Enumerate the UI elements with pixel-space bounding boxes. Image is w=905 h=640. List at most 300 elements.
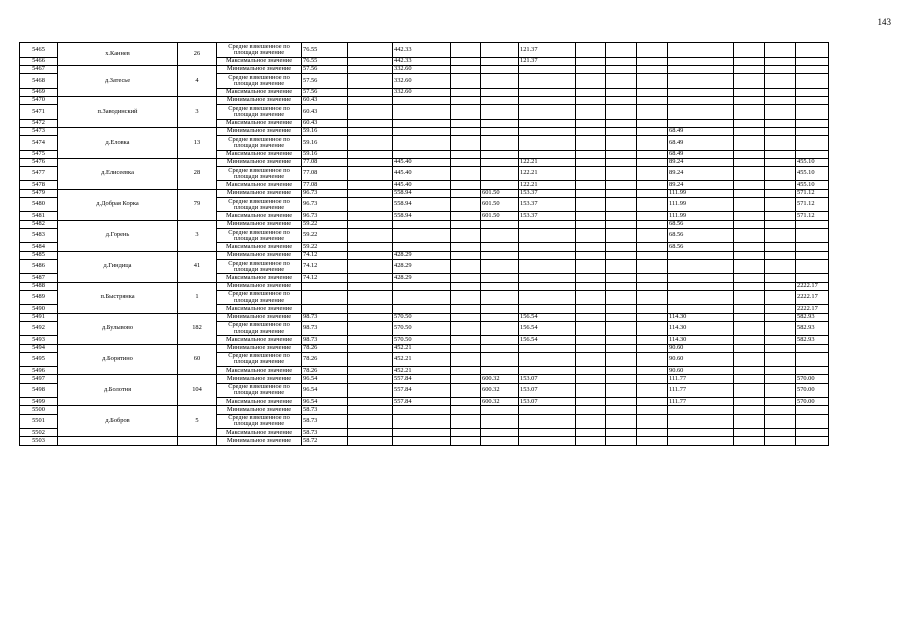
value-cell (765, 375, 796, 383)
value-cell (481, 321, 519, 336)
value-cell (451, 321, 481, 336)
value-cell: 557.84 (393, 398, 451, 406)
value-cell: 156.54 (519, 336, 576, 344)
value-cell: 582.93 (796, 313, 829, 321)
value-cell: 90.60 (668, 367, 734, 375)
value-cell (637, 243, 668, 251)
value-cell: 428.29 (393, 259, 451, 274)
value-cell (637, 313, 668, 321)
value-cell (519, 259, 576, 274)
value-cell (796, 352, 829, 367)
value-cell (519, 344, 576, 352)
value-cell (576, 166, 606, 181)
value-cell: 557.84 (393, 375, 451, 383)
value-cell (765, 166, 796, 181)
settlement-cell: х.Каннев (58, 43, 178, 66)
value-type-cell: Средне взвешенное по площади значение (217, 104, 302, 119)
value-cell (765, 127, 796, 135)
value-cell (481, 65, 519, 73)
row-number-cell: 5483 (20, 228, 58, 243)
value-type-cell: Средне взвешенное по площади значение (217, 135, 302, 150)
row-number-cell: 5470 (20, 96, 58, 104)
value-cell (668, 437, 734, 445)
value-cell (734, 398, 765, 406)
value-cell (765, 228, 796, 243)
value-cell: 570.00 (796, 375, 829, 383)
row-number-cell: 5466 (20, 57, 58, 65)
value-cell (734, 73, 765, 88)
value-cell (348, 65, 393, 73)
value-type-cell: Средне взвешенное по площади значение (217, 321, 302, 336)
value-cell (348, 383, 393, 398)
value-cell (606, 305, 637, 313)
value-cell (637, 282, 668, 290)
value-cell (765, 290, 796, 305)
value-cell (606, 57, 637, 65)
value-cell (451, 336, 481, 344)
row-number-cell: 5474 (20, 135, 58, 150)
value-cell (606, 43, 637, 58)
value-cell (606, 321, 637, 336)
value-cell (606, 220, 637, 228)
value-cell (765, 305, 796, 313)
value-cell (765, 65, 796, 73)
value-cell (519, 88, 576, 96)
row-number-cell: 5486 (20, 259, 58, 274)
row-number-cell: 5501 (20, 414, 58, 429)
value-cell (348, 228, 393, 243)
value-type-cell: Минимальное значение (217, 127, 302, 135)
value-cell: 78.26 (302, 352, 348, 367)
value-cell (637, 73, 668, 88)
value-cell (606, 88, 637, 96)
value-cell (765, 437, 796, 445)
value-cell (348, 88, 393, 96)
value-cell (481, 313, 519, 321)
value-cell (481, 336, 519, 344)
value-cell (796, 251, 829, 259)
value-cell (576, 158, 606, 166)
value-cell (734, 228, 765, 243)
settlement-cell: д.Горень (58, 220, 178, 251)
value-type-cell: Максимальное значение (217, 398, 302, 406)
row-number-cell: 5496 (20, 367, 58, 375)
population-cell: 3 (178, 220, 217, 251)
value-cell: 122.21 (519, 181, 576, 189)
value-cell (668, 259, 734, 274)
value-cell (348, 150, 393, 158)
value-cell (348, 57, 393, 65)
value-cell: 89.24 (668, 166, 734, 181)
value-cell: 111.77 (668, 398, 734, 406)
value-cell: 111.99 (668, 189, 734, 197)
value-cell (451, 189, 481, 197)
value-cell (348, 197, 393, 212)
value-cell: 76.55 (302, 43, 348, 58)
value-cell (348, 313, 393, 321)
value-cell (451, 375, 481, 383)
value-type-cell: Максимальное значение (217, 119, 302, 127)
value-cell (765, 119, 796, 127)
value-cell (734, 127, 765, 135)
value-cell (765, 352, 796, 367)
value-cell: 90.60 (668, 344, 734, 352)
value-cell: 452.21 (393, 367, 451, 375)
value-cell: 59.22 (302, 228, 348, 243)
value-cell: 570.00 (796, 383, 829, 398)
value-cell (637, 344, 668, 352)
settlement-cell: п.Быстрянка (58, 282, 178, 313)
value-cell (734, 367, 765, 375)
value-cell (451, 119, 481, 127)
value-cell: 58.73 (302, 406, 348, 414)
value-cell: 57.56 (302, 73, 348, 88)
value-type-cell: Максимальное значение (217, 274, 302, 282)
population-cell: 60 (178, 344, 217, 375)
value-cell (668, 73, 734, 88)
settlement-cell: д.Болотня (58, 375, 178, 406)
value-cell: 600.32 (481, 383, 519, 398)
value-cell (451, 398, 481, 406)
value-cell (576, 375, 606, 383)
value-cell (519, 228, 576, 243)
value-cell (348, 437, 393, 445)
value-cell: 2222.17 (796, 305, 829, 313)
value-cell (606, 212, 637, 220)
value-cell (734, 150, 765, 158)
value-cell (348, 274, 393, 282)
value-cell (796, 414, 829, 429)
value-cell (348, 135, 393, 150)
value-cell (348, 243, 393, 251)
row-number-cell: 5489 (20, 290, 58, 305)
value-cell (606, 135, 637, 150)
value-cell (481, 290, 519, 305)
page-number: 143 (877, 17, 891, 27)
row-number-cell: 5502 (20, 429, 58, 437)
value-cell (734, 352, 765, 367)
population-cell: 3 (178, 96, 217, 127)
value-cell (734, 104, 765, 119)
tariff-table (19, 42, 829, 446)
population-cell: 1 (178, 282, 217, 313)
value-type-cell: Максимальное значение (217, 181, 302, 189)
value-cell (606, 437, 637, 445)
table-row (20, 65, 829, 73)
value-cell (734, 305, 765, 313)
value-cell (606, 383, 637, 398)
value-cell: 455.10 (796, 166, 829, 181)
value-cell (765, 313, 796, 321)
value-cell (637, 166, 668, 181)
value-cell (481, 414, 519, 429)
value-type-cell: Средне взвешенное по площади значение (217, 352, 302, 367)
value-type-cell: Максимальное значение (217, 243, 302, 251)
value-cell (637, 88, 668, 96)
value-cell (637, 375, 668, 383)
value-cell (606, 313, 637, 321)
value-cell (637, 437, 668, 445)
value-cell: 153.07 (519, 398, 576, 406)
value-cell (734, 313, 765, 321)
value-cell (765, 57, 796, 65)
value-cell (765, 429, 796, 437)
value-cell (576, 197, 606, 212)
value-cell (451, 383, 481, 398)
value-cell (734, 135, 765, 150)
value-cell: 445.40 (393, 181, 451, 189)
value-cell: 59.22 (302, 220, 348, 228)
value-cell (606, 197, 637, 212)
value-cell (393, 96, 451, 104)
row-number-cell: 5472 (20, 119, 58, 127)
value-cell (637, 158, 668, 166)
row-number-cell: 5492 (20, 321, 58, 336)
value-cell: 571.12 (796, 197, 829, 212)
value-cell: 455.10 (796, 181, 829, 189)
value-cell: 600.32 (481, 375, 519, 383)
row-number-cell: 5482 (20, 220, 58, 228)
value-cell (348, 104, 393, 119)
value-cell (348, 119, 393, 127)
value-cell (734, 414, 765, 429)
value-cell (606, 414, 637, 429)
value-cell (637, 150, 668, 158)
value-cell (393, 282, 451, 290)
value-cell (637, 65, 668, 73)
value-cell (519, 96, 576, 104)
value-cell: 114.30 (668, 321, 734, 336)
value-cell (606, 406, 637, 414)
value-cell (734, 321, 765, 336)
row-number-cell: 5477 (20, 166, 58, 181)
value-cell (451, 96, 481, 104)
value-cell: 2222.17 (796, 282, 829, 290)
value-cell (734, 96, 765, 104)
value-cell (451, 290, 481, 305)
value-cell (765, 321, 796, 336)
value-cell (734, 406, 765, 414)
value-cell (576, 251, 606, 259)
table-row (20, 344, 829, 352)
value-cell (393, 429, 451, 437)
value-cell (348, 321, 393, 336)
value-cell (637, 259, 668, 274)
value-cell (765, 344, 796, 352)
value-cell (637, 228, 668, 243)
value-cell (481, 259, 519, 274)
value-cell (796, 220, 829, 228)
value-cell (606, 336, 637, 344)
value-cell (451, 305, 481, 313)
value-cell (519, 352, 576, 367)
row-number-cell: 5485 (20, 251, 58, 259)
value-cell (765, 96, 796, 104)
value-type-cell: Средне взвешенное по площади значение (217, 414, 302, 429)
population-cell: 41 (178, 251, 217, 282)
value-cell (796, 119, 829, 127)
table-row (20, 375, 829, 383)
value-cell (637, 181, 668, 189)
value-cell (734, 375, 765, 383)
value-cell (637, 367, 668, 375)
value-cell (481, 437, 519, 445)
value-cell: 89.24 (668, 158, 734, 166)
value-cell (576, 336, 606, 344)
value-cell (451, 367, 481, 375)
value-cell (481, 352, 519, 367)
value-cell (576, 344, 606, 352)
value-cell: 428.29 (393, 251, 451, 259)
value-cell: 571.12 (796, 189, 829, 197)
value-cell: 96.73 (302, 197, 348, 212)
value-cell (576, 96, 606, 104)
value-cell (451, 251, 481, 259)
value-cell (765, 243, 796, 251)
table-body (20, 43, 829, 446)
value-cell: 452.21 (393, 352, 451, 367)
value-cell (734, 65, 765, 73)
value-cell: 96.73 (302, 212, 348, 220)
value-cell (606, 181, 637, 189)
value-cell (734, 212, 765, 220)
value-cell: 601.50 (481, 189, 519, 197)
value-cell (519, 429, 576, 437)
value-cell (734, 189, 765, 197)
value-cell (765, 212, 796, 220)
row-number-cell: 5497 (20, 375, 58, 383)
value-cell: 68.49 (668, 150, 734, 158)
value-cell (348, 375, 393, 383)
value-cell (348, 290, 393, 305)
value-cell (302, 282, 348, 290)
value-cell (734, 383, 765, 398)
value-cell (796, 429, 829, 437)
value-type-cell: Максимальное значение (217, 305, 302, 313)
row-number-cell: 5493 (20, 336, 58, 344)
value-cell (576, 189, 606, 197)
value-cell (796, 104, 829, 119)
value-cell (734, 290, 765, 305)
row-number-cell: 5478 (20, 181, 58, 189)
value-cell (451, 65, 481, 73)
value-type-cell: Минимальное значение (217, 158, 302, 166)
row-number-cell: 5487 (20, 274, 58, 282)
value-cell (637, 127, 668, 135)
value-cell (481, 228, 519, 243)
value-cell (668, 43, 734, 58)
row-number-cell: 5490 (20, 305, 58, 313)
value-cell: 445.40 (393, 158, 451, 166)
value-cell (451, 352, 481, 367)
value-cell (606, 65, 637, 73)
value-cell (481, 135, 519, 150)
value-cell (734, 243, 765, 251)
value-type-cell: Средне взвешенное по площади значение (217, 73, 302, 88)
value-cell (519, 104, 576, 119)
value-cell: 77.08 (302, 158, 348, 166)
value-cell (606, 158, 637, 166)
value-cell: 121.37 (519, 43, 576, 58)
value-cell (519, 150, 576, 158)
value-type-cell: Средне взвешенное по площади значение (217, 166, 302, 181)
value-cell (481, 406, 519, 414)
value-cell (393, 135, 451, 150)
value-cell (765, 181, 796, 189)
value-cell (765, 104, 796, 119)
value-cell (796, 88, 829, 96)
value-type-cell: Минимальное значение (217, 189, 302, 197)
value-cell (519, 414, 576, 429)
value-type-cell: Средне взвешенное по площади значение (217, 43, 302, 58)
value-cell (348, 367, 393, 375)
value-cell (765, 220, 796, 228)
value-cell (734, 429, 765, 437)
value-cell (481, 43, 519, 58)
value-cell (734, 259, 765, 274)
value-cell: 96.54 (302, 398, 348, 406)
value-cell (765, 189, 796, 197)
value-cell (796, 43, 829, 58)
value-cell (576, 274, 606, 282)
value-cell: 59.16 (302, 135, 348, 150)
value-cell (576, 119, 606, 127)
value-cell: 78.26 (302, 367, 348, 375)
value-cell (451, 282, 481, 290)
value-cell (606, 96, 637, 104)
value-cell (393, 104, 451, 119)
value-cell (734, 57, 765, 65)
value-cell: 601.50 (481, 197, 519, 212)
value-cell (734, 437, 765, 445)
value-cell (451, 406, 481, 414)
row-number-cell: 5467 (20, 65, 58, 73)
population-cell: 13 (178, 127, 217, 158)
row-number-cell: 5468 (20, 73, 58, 88)
value-cell (451, 150, 481, 158)
row-number-cell: 5484 (20, 243, 58, 251)
row-number-cell: 5471 (20, 104, 58, 119)
value-type-cell: Минимальное значение (217, 282, 302, 290)
value-type-cell: Минимальное значение (217, 96, 302, 104)
value-cell (606, 73, 637, 88)
table-row (20, 158, 829, 166)
value-cell (348, 259, 393, 274)
value-cell: 570.50 (393, 321, 451, 336)
population-cell: 5 (178, 406, 217, 437)
row-number-cell: 5488 (20, 282, 58, 290)
row-number-cell: 5481 (20, 212, 58, 220)
population-cell: 104 (178, 375, 217, 406)
value-cell (576, 212, 606, 220)
table-row (20, 437, 829, 445)
value-cell (637, 429, 668, 437)
value-cell: 68.49 (668, 135, 734, 150)
value-cell (668, 406, 734, 414)
value-cell (796, 406, 829, 414)
value-cell (348, 158, 393, 166)
value-cell: 121.37 (519, 57, 576, 65)
value-cell (606, 375, 637, 383)
value-cell: 153.37 (519, 212, 576, 220)
value-cell (393, 290, 451, 305)
table-row (20, 251, 829, 259)
value-cell (576, 352, 606, 367)
value-cell (576, 243, 606, 251)
value-cell (481, 282, 519, 290)
value-cell (637, 57, 668, 65)
value-cell (576, 414, 606, 429)
